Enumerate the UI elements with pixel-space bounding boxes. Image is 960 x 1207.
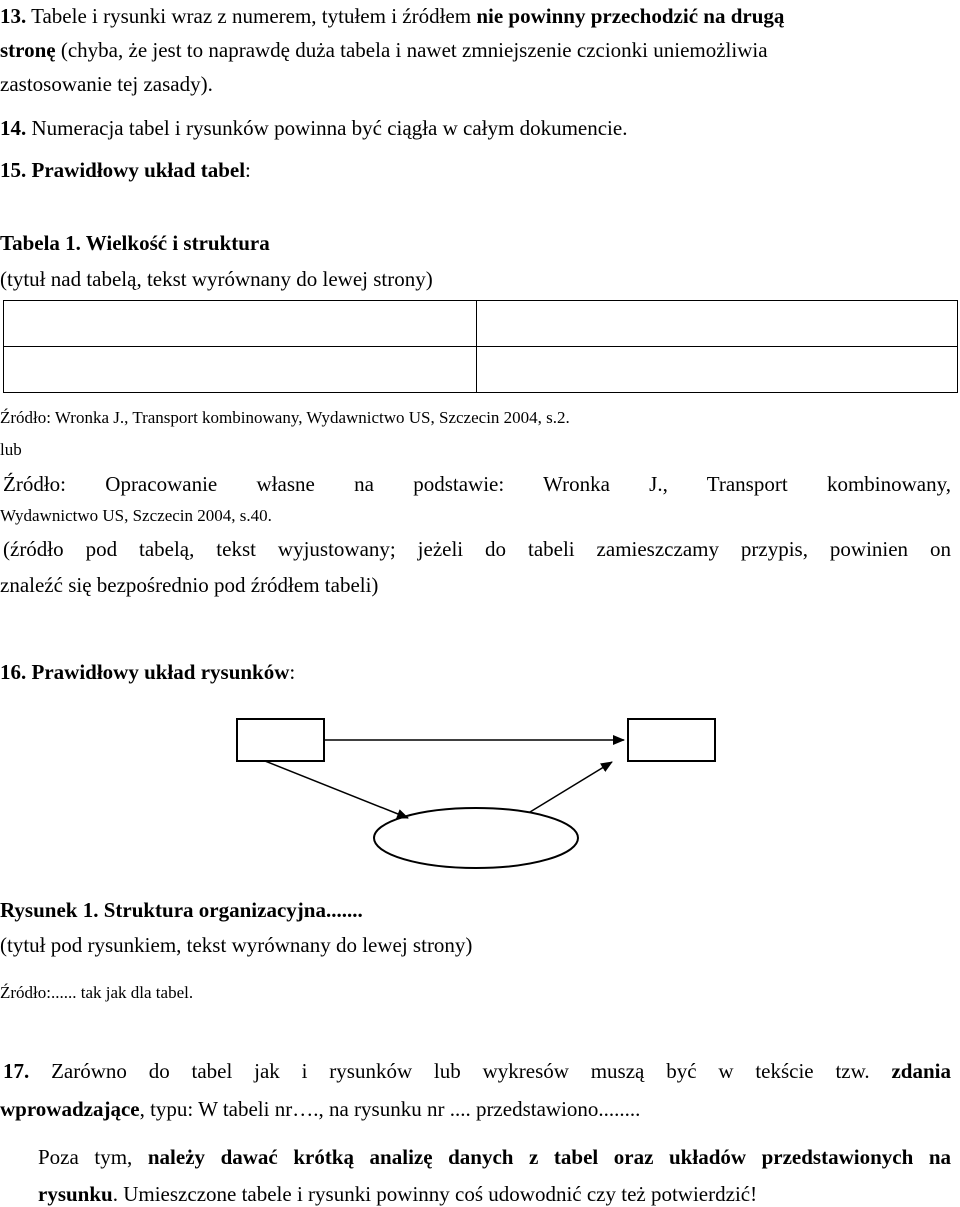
arrow-left-to-ellipse	[265, 761, 408, 818]
closing-text-2: . Umieszczone tabele i rysunki powinny coś udowodnić czy też potwierdzić!	[112, 1182, 758, 1206]
table-source-2-cont: Wydawnictwo US, Szczecin 2004, s.40.	[0, 506, 272, 525]
point-15-colon: :	[245, 158, 251, 182]
point-17-bold-2: wprowadzające	[0, 1097, 140, 1121]
point-13-text: Tabele i rysunki wraz z numerem, tytułem i źródłem	[26, 4, 477, 28]
point-16-colon: :	[289, 660, 296, 684]
source-note-cont: znaleźć się bezpośrednio pod źródłem tabeli)	[0, 573, 379, 597]
point-17-number: 17.	[3, 1059, 30, 1083]
closing-paragraph-line-2	[38, 1182, 757, 1206]
point-13-line-2	[0, 38, 768, 62]
point-13-line-1	[0, 4, 784, 28]
point-13-line-3: zastosowanie tej zasady).	[0, 72, 213, 96]
source-or: lub	[0, 440, 22, 459]
figure-source: Źródło:...... tak jak dla tabel.	[0, 983, 194, 1002]
closing-bold: należy dawać krótką analizę danych z tabel oraz układów przedstawionych na	[147, 1145, 952, 1169]
point-17-bold: zdania	[891, 1059, 951, 1083]
point-13-bold-2: stronę	[0, 38, 56, 62]
org-box-right	[628, 719, 715, 761]
closing-text: Poza tym,	[38, 1145, 148, 1169]
point-17-text: Zarówno do tabel jak i rysunków lub wykresów muszą być w tekście tzw.	[29, 1059, 892, 1083]
point-14-number: 14.	[0, 116, 27, 140]
point-13-number: 13.	[0, 4, 27, 28]
table-cell	[477, 301, 958, 347]
example-figure	[0, 690, 960, 890]
example-table	[3, 300, 958, 393]
point-15-number: 15.	[0, 158, 27, 182]
table-title: Tabela 1. Wielkość i struktura	[0, 231, 270, 255]
point-13-text-2: (chyba, że jest to naprawdę duża tabela i nawet zmniejszenie czcionki uniemożliwia	[55, 38, 768, 62]
table-source-2: Źródło: Opracowanie własne na podstawie: Wronka J., Transport kombinowany,	[3, 472, 951, 496]
figure-title: Rysunek 1. Struktura organizacyjna.......	[0, 898, 363, 922]
point-16	[0, 660, 295, 684]
source-note: (źródło pod tabelą, tekst wyjustowany; jeżeli do tabeli zamieszczamy przypis, powinien on	[3, 537, 951, 561]
table-row	[4, 347, 958, 393]
closing-bold-2: rysunku	[38, 1182, 113, 1206]
table-subtitle: (tytuł nad tabelą, tekst wyrównany do lewej strony)	[0, 267, 433, 291]
point-14	[0, 116, 627, 140]
point-16-heading: 16. Prawidłowy układ rysunków	[0, 660, 290, 684]
table-cell	[4, 301, 477, 347]
org-box-left	[237, 719, 324, 761]
figure-subtitle: (tytuł pod rysunkiem, tekst wyrównany do lewej strony)	[0, 933, 473, 957]
closing-paragraph-line-1	[38, 1140, 951, 1175]
point-14-text: Numeracja tabel i rysunków powinna być ciągła w całym dokumencie.	[26, 116, 628, 140]
arrow-ellipse-to-right	[530, 762, 612, 812]
table-cell	[4, 347, 477, 393]
point-17-line-2	[0, 1097, 640, 1121]
point-17-line-1	[3, 1054, 951, 1089]
point-13-bold: nie powinny przechodzić na drugą	[476, 4, 785, 28]
point-15	[0, 158, 251, 182]
table-cell	[477, 347, 958, 393]
table-source-1: Źródło: Wronka J., Transport kombinowany, Wydawnictwo US, Szczecin 2004, s.2.	[0, 408, 570, 427]
point-17-text-2: , typu: W tabeli nr…., na rysunku nr .... przedstawiono........	[139, 1097, 641, 1121]
table-row	[4, 301, 958, 347]
point-15-heading: Prawidłowy układ tabel	[26, 158, 246, 182]
